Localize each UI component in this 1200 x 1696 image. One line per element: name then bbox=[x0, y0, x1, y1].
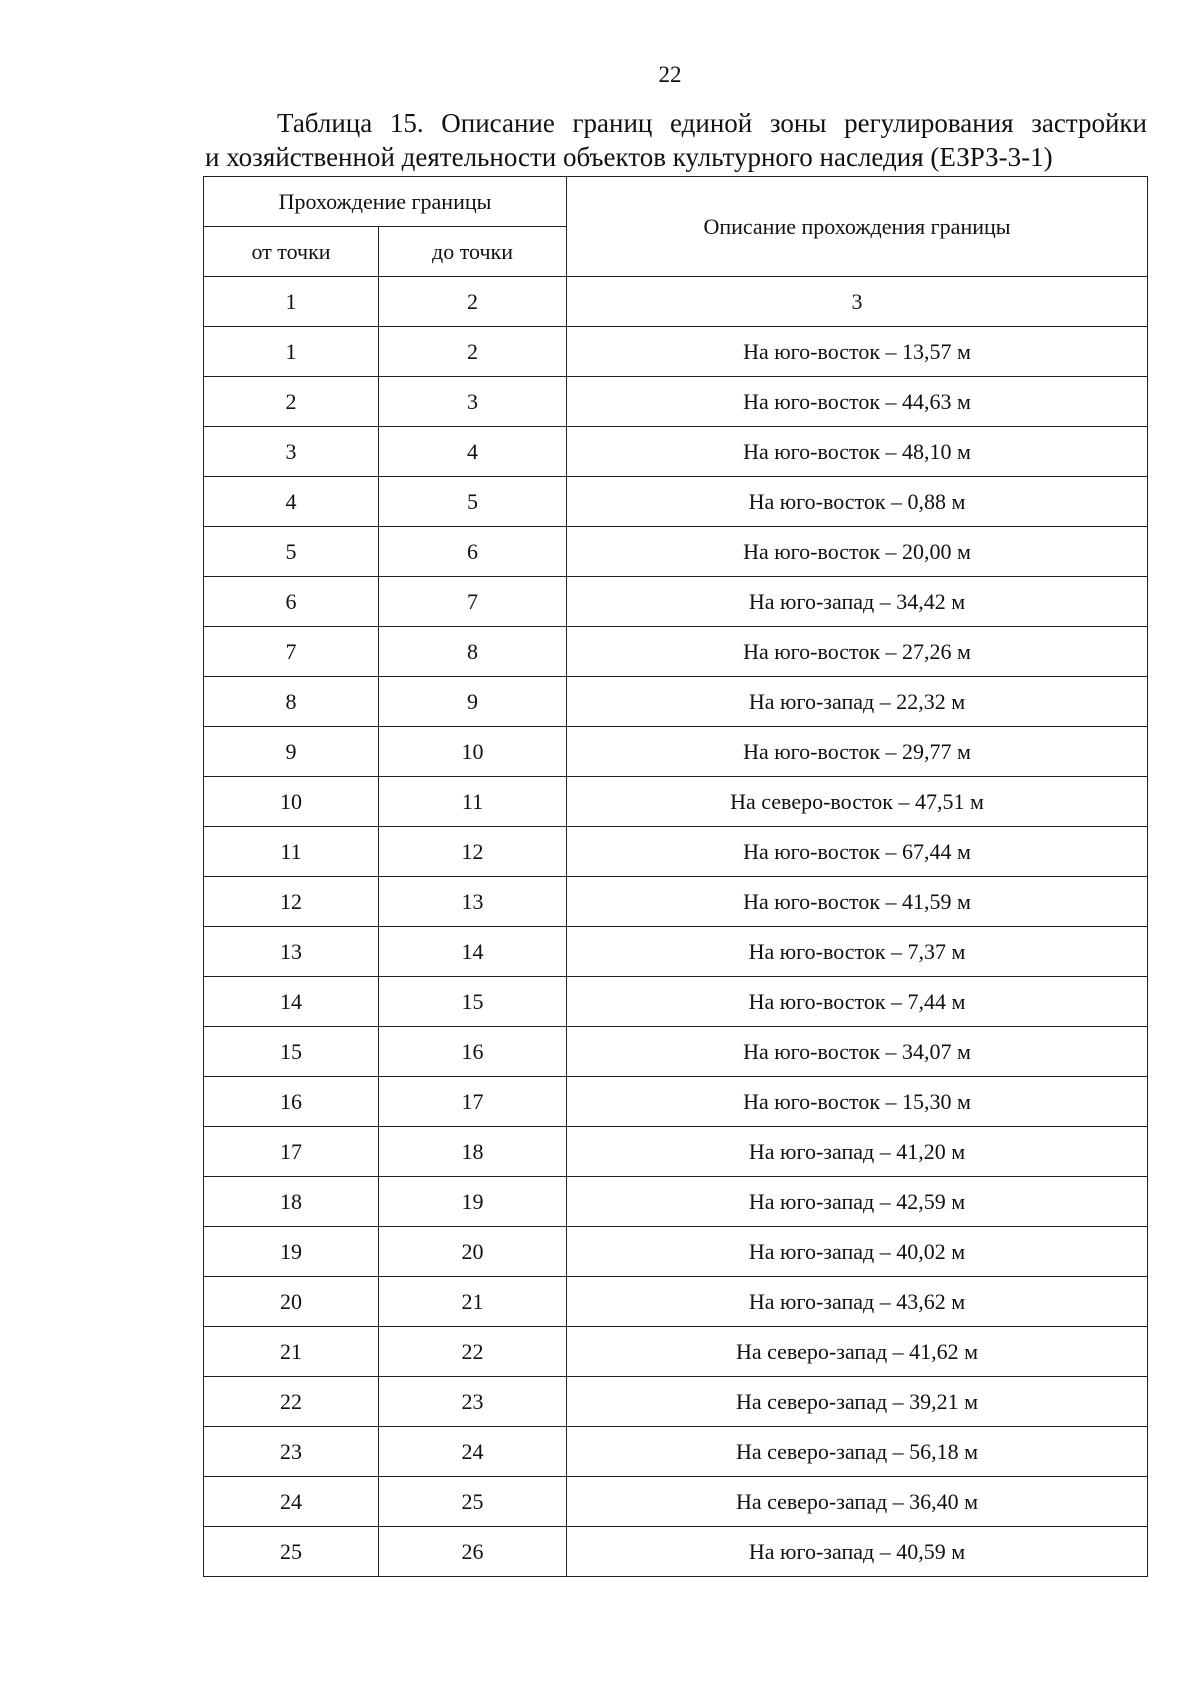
table-row bbox=[204, 427, 1148, 477]
table-row bbox=[204, 377, 1148, 427]
table-row bbox=[204, 577, 1148, 627]
cell-to-point: 9 bbox=[379, 677, 567, 727]
cell-from-point: 20 bbox=[204, 1277, 379, 1327]
table-row bbox=[204, 1527, 1148, 1577]
table-row bbox=[204, 1077, 1148, 1127]
cell-description: На северо-восток – 47,51 м bbox=[567, 777, 1148, 827]
cell-from-point: 10 bbox=[204, 777, 379, 827]
table-body bbox=[204, 327, 1148, 1577]
table-title bbox=[205, 106, 1147, 174]
cell-from-point: 12 bbox=[204, 877, 379, 927]
table-row bbox=[204, 1277, 1148, 1327]
cell-description: На юго-запад – 40,59 м bbox=[567, 1527, 1148, 1577]
page-number: 22 bbox=[658, 62, 682, 87]
header-boundary-passage: Прохождение границы bbox=[204, 177, 567, 227]
cell-description: На юго-восток – 20,00 м bbox=[567, 527, 1148, 577]
cell-from-point: 5 bbox=[204, 527, 379, 577]
header-boundary-description: Описание прохождения границы bbox=[567, 177, 1148, 277]
cell-to-point: 19 bbox=[379, 1177, 567, 1227]
cell-to-point: 21 bbox=[379, 1277, 567, 1327]
cell-description: На юго-запад – 34,42 м bbox=[567, 577, 1148, 627]
table-row bbox=[204, 827, 1148, 877]
cell-to-point: 20 bbox=[379, 1227, 567, 1277]
table-row bbox=[204, 727, 1148, 777]
table-row bbox=[204, 527, 1148, 577]
table-row bbox=[204, 677, 1148, 727]
cell-from-point: 14 bbox=[204, 977, 379, 1027]
cell-from-point: 25 bbox=[204, 1527, 379, 1577]
cell-description: На юго-восток – 0,88 м bbox=[567, 477, 1148, 527]
table-row bbox=[204, 1127, 1148, 1177]
cell-to-point: 13 bbox=[379, 877, 567, 927]
cell-from-point: 19 bbox=[204, 1227, 379, 1277]
cell-description: На юго-восток – 67,44 м bbox=[567, 827, 1148, 877]
cell-to-point: 25 bbox=[379, 1477, 567, 1527]
cell-to-point: 16 bbox=[379, 1027, 567, 1077]
cell-to-point: 14 bbox=[379, 927, 567, 977]
cell-from-point: 15 bbox=[204, 1027, 379, 1077]
table-row bbox=[204, 1477, 1148, 1527]
cell-to-point: 3 bbox=[379, 377, 567, 427]
table-row bbox=[204, 777, 1148, 827]
cell-description: На юго-запад – 43,62 м bbox=[567, 1277, 1148, 1327]
cell-from-point: 16 bbox=[204, 1077, 379, 1127]
cell-from-point: 3 bbox=[204, 427, 379, 477]
table-row bbox=[204, 927, 1148, 977]
table-title-line-2: и хозяйственной деятельности объектов культурного наследия (ЕЗРЗ-3-1) bbox=[205, 142, 1053, 172]
cell-to-point: 18 bbox=[379, 1127, 567, 1177]
column-number-3: 3 bbox=[567, 277, 1148, 327]
cell-to-point: 4 bbox=[379, 427, 567, 477]
cell-description: На северо-запад – 56,18 м bbox=[567, 1427, 1148, 1477]
cell-to-point: 22 bbox=[379, 1327, 567, 1377]
cell-to-point: 7 bbox=[379, 577, 567, 627]
cell-description: На северо-запад – 39,21 м bbox=[567, 1377, 1148, 1427]
cell-from-point: 21 bbox=[204, 1327, 379, 1377]
table-row bbox=[204, 1227, 1148, 1277]
table-row bbox=[204, 1327, 1148, 1377]
cell-description: На юго-запад – 42,59 м bbox=[567, 1177, 1148, 1227]
cell-to-point: 8 bbox=[379, 627, 567, 677]
header-from-point: от точки bbox=[204, 227, 379, 277]
cell-from-point: 6 bbox=[204, 577, 379, 627]
cell-description: На юго-восток – 7,37 м bbox=[567, 927, 1148, 977]
cell-to-point: 15 bbox=[379, 977, 567, 1027]
cell-description: На юго-восток – 41,59 м bbox=[567, 877, 1148, 927]
cell-to-point: 5 bbox=[379, 477, 567, 527]
cell-to-point: 2 bbox=[379, 327, 567, 377]
cell-description: На юго-восток – 29,77 м bbox=[567, 727, 1148, 777]
table-row bbox=[204, 1177, 1148, 1227]
cell-description: На юго-восток – 44,63 м bbox=[567, 377, 1148, 427]
cell-description: На северо-запад – 41,62 м bbox=[567, 1327, 1148, 1377]
table-row bbox=[204, 327, 1148, 377]
cell-description: На юго-восток – 27,26 м bbox=[567, 627, 1148, 677]
cell-to-point: 26 bbox=[379, 1527, 567, 1577]
cell-description: На северо-запад – 36,40 м bbox=[567, 1477, 1148, 1527]
table-title-line-1: Таблица 15. Описание границ единой зоны регулирования застройки bbox=[277, 108, 1147, 138]
cell-from-point: 18 bbox=[204, 1177, 379, 1227]
cell-from-point: 11 bbox=[204, 827, 379, 877]
table-row bbox=[204, 1427, 1148, 1477]
cell-from-point: 7 bbox=[204, 627, 379, 677]
cell-description: На юго-восток – 34,07 м bbox=[567, 1027, 1148, 1077]
cell-to-point: 23 bbox=[379, 1377, 567, 1427]
cell-description: На юго-запад – 41,20 м bbox=[567, 1127, 1148, 1177]
cell-from-point: 13 bbox=[204, 927, 379, 977]
cell-from-point: 2 bbox=[204, 377, 379, 427]
column-number-1: 1 bbox=[204, 277, 379, 327]
cell-from-point: 23 bbox=[204, 1427, 379, 1477]
cell-description: На юго-восток – 7,44 м bbox=[567, 977, 1148, 1027]
header-to-point: до точки bbox=[379, 227, 567, 277]
cell-from-point: 9 bbox=[204, 727, 379, 777]
table-row bbox=[204, 1377, 1148, 1427]
table-row bbox=[204, 627, 1148, 677]
cell-from-point: 1 bbox=[204, 327, 379, 377]
column-number-2: 2 bbox=[379, 277, 567, 327]
cell-description: На юго-восток – 15,30 м bbox=[567, 1077, 1148, 1127]
table-row bbox=[204, 477, 1148, 527]
cell-to-point: 10 bbox=[379, 727, 567, 777]
cell-to-point: 12 bbox=[379, 827, 567, 877]
cell-to-point: 17 bbox=[379, 1077, 567, 1127]
cell-description: На юго-восток – 13,57 м bbox=[567, 327, 1148, 377]
cell-description: На юго-восток – 48,10 м bbox=[567, 427, 1148, 477]
table-row bbox=[204, 1027, 1148, 1077]
boundary-description-table bbox=[203, 176, 1148, 1577]
table-row bbox=[204, 877, 1148, 927]
cell-from-point: 17 bbox=[204, 1127, 379, 1177]
cell-from-point: 8 bbox=[204, 677, 379, 727]
cell-to-point: 24 bbox=[379, 1427, 567, 1477]
cell-description: На юго-запад – 22,32 м bbox=[567, 677, 1148, 727]
cell-from-point: 22 bbox=[204, 1377, 379, 1427]
table-row bbox=[204, 977, 1148, 1027]
cell-from-point: 4 bbox=[204, 477, 379, 527]
cell-description: На юго-запад – 40,02 м bbox=[567, 1227, 1148, 1277]
cell-to-point: 11 bbox=[379, 777, 567, 827]
cell-to-point: 6 bbox=[379, 527, 567, 577]
cell-from-point: 24 bbox=[204, 1477, 379, 1527]
